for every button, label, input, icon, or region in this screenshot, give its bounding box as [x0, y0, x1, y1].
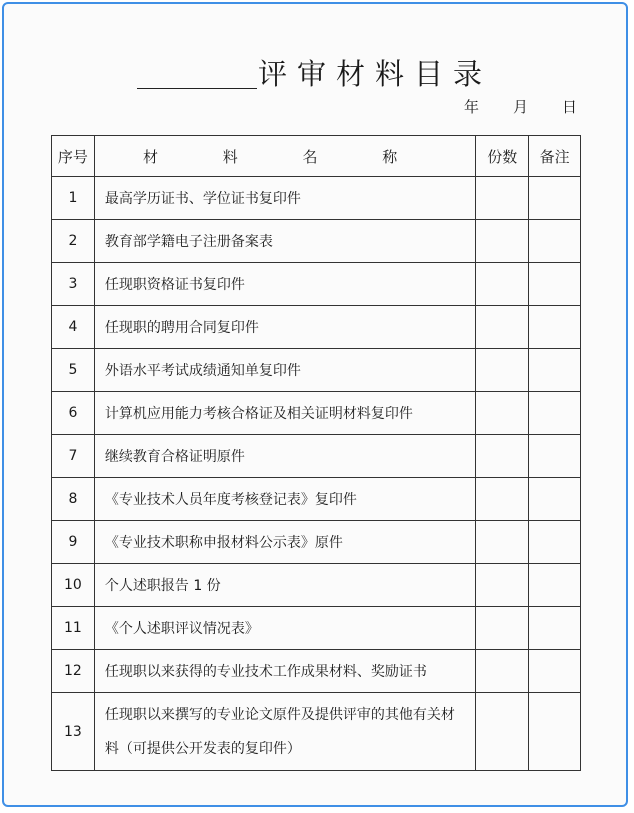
row-remarks-cell[interactable] [529, 478, 581, 521]
table-row [52, 349, 581, 392]
row-no: 11 [52, 607, 95, 650]
row-item: 《专业技术人员年度考核登记表》复印件 [94, 478, 475, 521]
row-copies-cell[interactable] [476, 220, 529, 263]
row-copies-cell[interactable] [476, 693, 529, 771]
row-item: 任现职以来获得的专业技术工作成果材料、奖励证书 [94, 650, 475, 693]
row-remarks-cell[interactable] [529, 564, 581, 607]
row-no: 10 [52, 564, 95, 607]
header-copies: 份数 [476, 136, 529, 177]
row-remarks-cell[interactable] [529, 435, 581, 478]
row-remarks-cell[interactable] [529, 263, 581, 306]
table-row [52, 521, 581, 564]
row-no: 5 [52, 349, 95, 392]
row-remarks-cell[interactable] [529, 306, 581, 349]
row-copies-cell[interactable] [476, 306, 529, 349]
date-line [464, 96, 577, 117]
table-row [52, 177, 581, 220]
table-row [52, 607, 581, 650]
row-remarks-cell[interactable] [529, 392, 581, 435]
row-no: 12 [52, 650, 95, 693]
row-item [94, 693, 475, 771]
table-row [52, 392, 581, 435]
row-remarks-cell[interactable] [529, 693, 581, 771]
row-remarks-cell[interactable] [529, 349, 581, 392]
row-item: 个人述职报告 1 份 [94, 564, 475, 607]
row-remarks-cell[interactable] [529, 607, 581, 650]
row-item: 《专业技术职称申报材料公示表》原件 [94, 521, 475, 564]
row-remarks-cell[interactable] [529, 521, 581, 564]
row-copies-cell[interactable] [476, 521, 529, 564]
row-copies-cell[interactable] [476, 392, 529, 435]
row-item: 教育部学籍电子注册备案表 [94, 220, 475, 263]
row-remarks-cell[interactable] [529, 220, 581, 263]
materials-table [51, 135, 581, 771]
table-row [52, 220, 581, 263]
row-copies-cell[interactable] [476, 607, 529, 650]
row-no: 7 [52, 435, 95, 478]
row-no: 9 [52, 521, 95, 564]
row-item: 最高学历证书、学位证书复印件 [94, 177, 475, 220]
row-item-line1: 任现职以来撰写的专业论文原件及提供评审的其他有关材 [104, 706, 455, 723]
date-day: 日 [562, 98, 578, 116]
row-no: 2 [52, 220, 95, 263]
row-no: 1 [52, 177, 95, 220]
date-year: 年 [464, 98, 480, 116]
table-row [52, 435, 581, 478]
row-no: 3 [52, 263, 95, 306]
table-row [52, 564, 581, 607]
date-month: 月 [513, 98, 529, 116]
row-item-line2: 料（可提供公开发表的复印件） [104, 740, 301, 757]
row-no: 4 [52, 306, 95, 349]
row-no: 13 [52, 693, 95, 771]
row-copies-cell[interactable] [476, 349, 529, 392]
row-copies-cell[interactable] [476, 650, 529, 693]
table-row [52, 693, 581, 771]
table-header-row [52, 136, 581, 177]
row-item: 外语水平考试成绩通知单复印件 [94, 349, 475, 392]
header-no: 序号 [52, 136, 95, 177]
document-title: 评审材料目录 [258, 57, 493, 91]
row-copies-cell[interactable] [476, 564, 529, 607]
row-copies-cell[interactable] [476, 435, 529, 478]
row-copies-cell[interactable] [476, 263, 529, 306]
row-remarks-cell[interactable] [529, 650, 581, 693]
header-item: 材 料 名 称 [94, 136, 475, 177]
row-item: 继续教育合格证明原件 [94, 435, 475, 478]
table-row [52, 306, 581, 349]
row-item: 任现职的聘用合同复印件 [94, 306, 475, 349]
row-remarks-cell[interactable] [529, 177, 581, 220]
row-no: 8 [52, 478, 95, 521]
row-item: 任现职资格证书复印件 [94, 263, 475, 306]
table-row [52, 478, 581, 521]
row-copies-cell[interactable] [476, 478, 529, 521]
title-blank-line [137, 88, 257, 89]
row-no: 6 [52, 392, 95, 435]
table-row [52, 650, 581, 693]
row-item: 《个人述职评议情况表》 [94, 607, 475, 650]
row-item: 计算机应用能力考核合格证及相关证明材料复印件 [94, 392, 475, 435]
header-remarks: 备注 [529, 136, 581, 177]
table-row [52, 263, 581, 306]
row-copies-cell[interactable] [476, 177, 529, 220]
